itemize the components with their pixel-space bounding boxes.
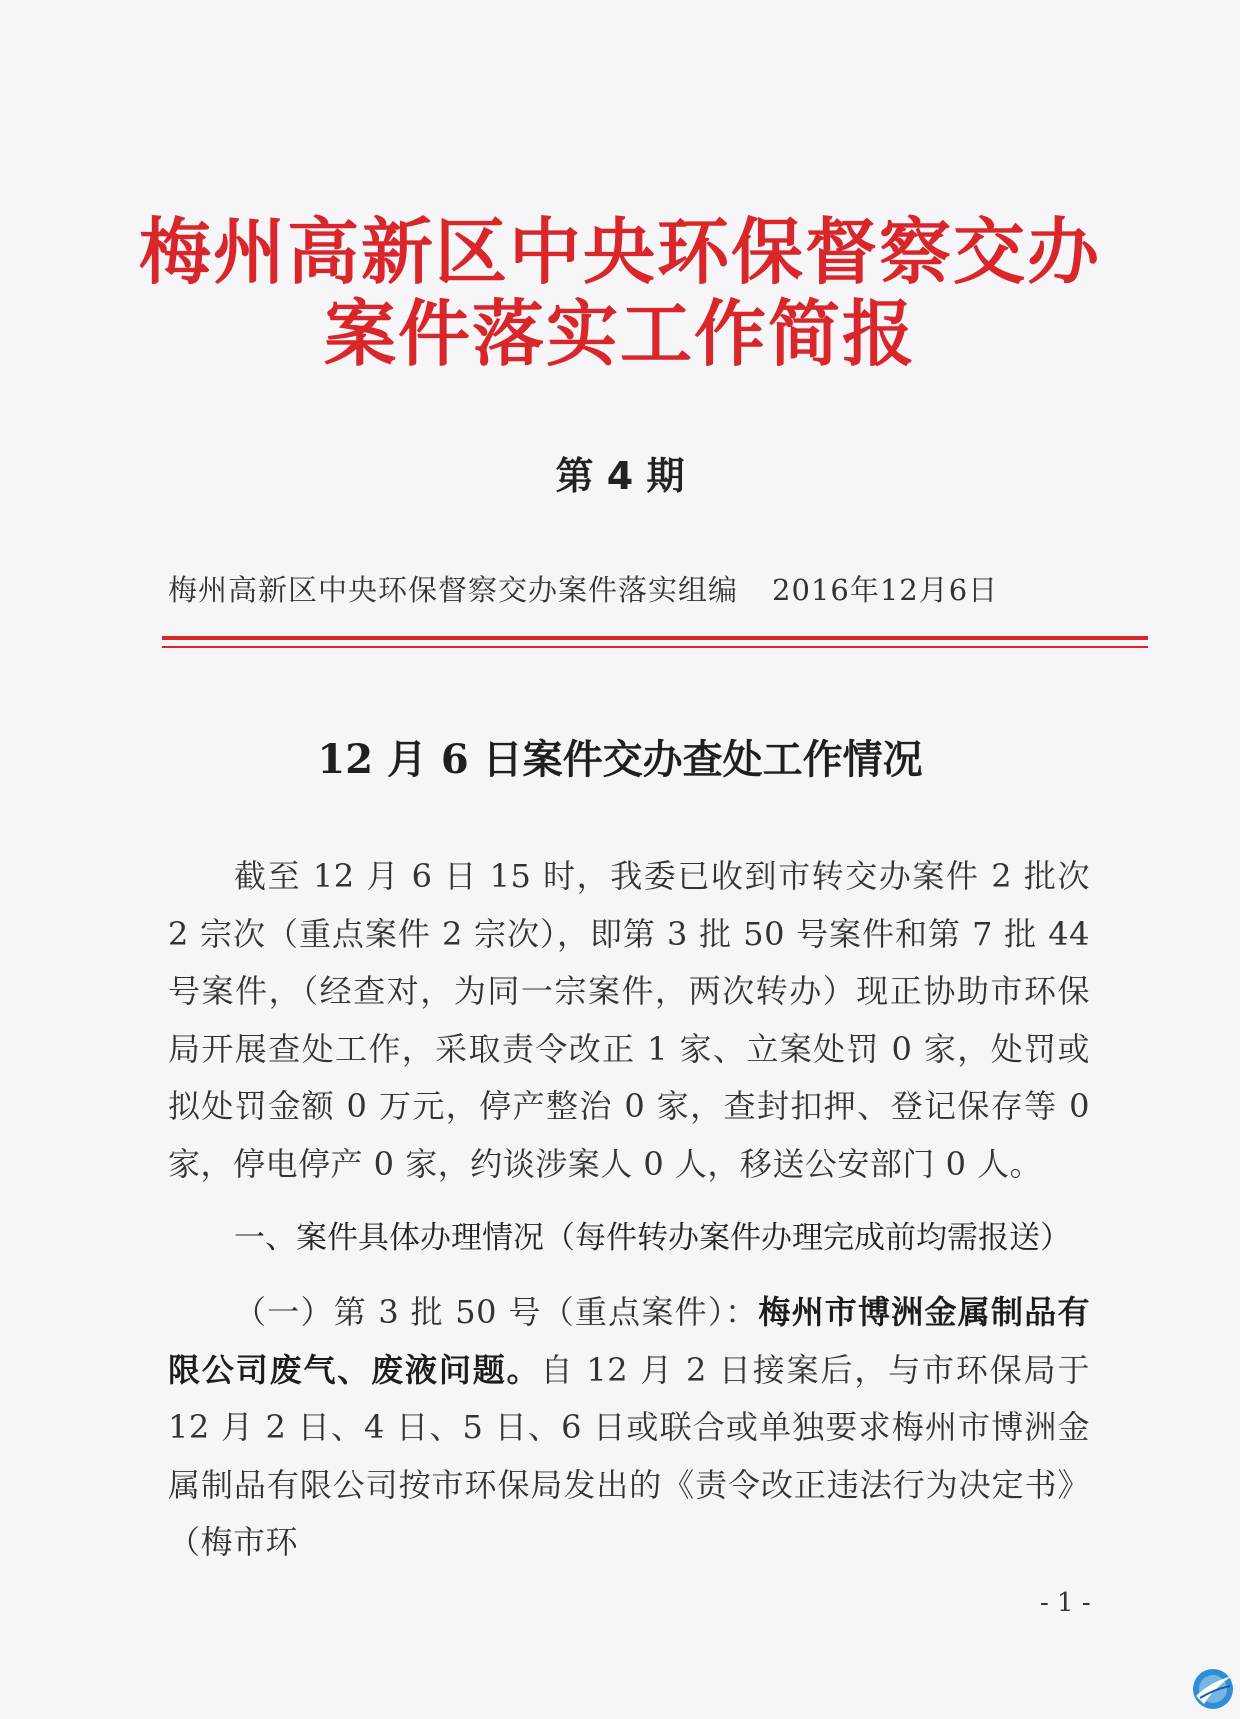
case-paragraph [168,1284,1090,1572]
case-title: 梅州市博洲金属制品有限公司废气、废液问题。 [168,1293,1090,1389]
summary-paragraph: 截至 12 月 6 日 15 时，我委已收到市转交办案件 2 批次 2 宗次（重点案件 2 宗次），即第 3 批 50 号案件和第 7 批 44 号案件，（经查对，为同一宗案件，两次转办）现正协助市环保局开展查处工作，采取责令改正 1 家、立案处罚 0 家，处罚或拟处罚金额 0 万元，停产整治 0 家，查封扣押、登记保存等 0 家，停电停产 0 家，约谈涉案人 0 人，移送公安部门 0 人。 [168,857,1090,1183]
section-heading: 一、案件具体办理情况（每件转办案件办理完成前均需报送） [234,1220,1071,1256]
case-prefix: （一）第 3 批 50 号（重点案件）： [234,1293,759,1331]
article-title: 12 月 6 日案件交办查处工作情况 [317,736,923,783]
masthead-title-line2: 案件落实工作简报 [323,292,916,376]
publish-date: 2016年12月6日 [772,573,999,607]
editor-org: 梅州高新区中央环保督察交办案件落实组编 [168,573,739,607]
page-number: - 1 - [1040,1588,1091,1618]
issue-number: 第 4 期 [555,454,685,498]
case-details: 自 12 月 2 日接案后，与市环保局于 12 月 2 日、4 日、5 日、6 日或联合或单独要求梅州市博洲金属制品有限公司按市环保局发出的《责令改正违法行为决定书》（梅市环 [168,1350,1090,1561]
masthead-title-line1: 梅州高新区中央环保督察交办 [138,210,1101,294]
red-rule-thin [162,646,1148,648]
red-rule-thick [162,636,1148,640]
swoosh-logo-icon [1190,1666,1236,1712]
editor-line [168,568,1088,609]
